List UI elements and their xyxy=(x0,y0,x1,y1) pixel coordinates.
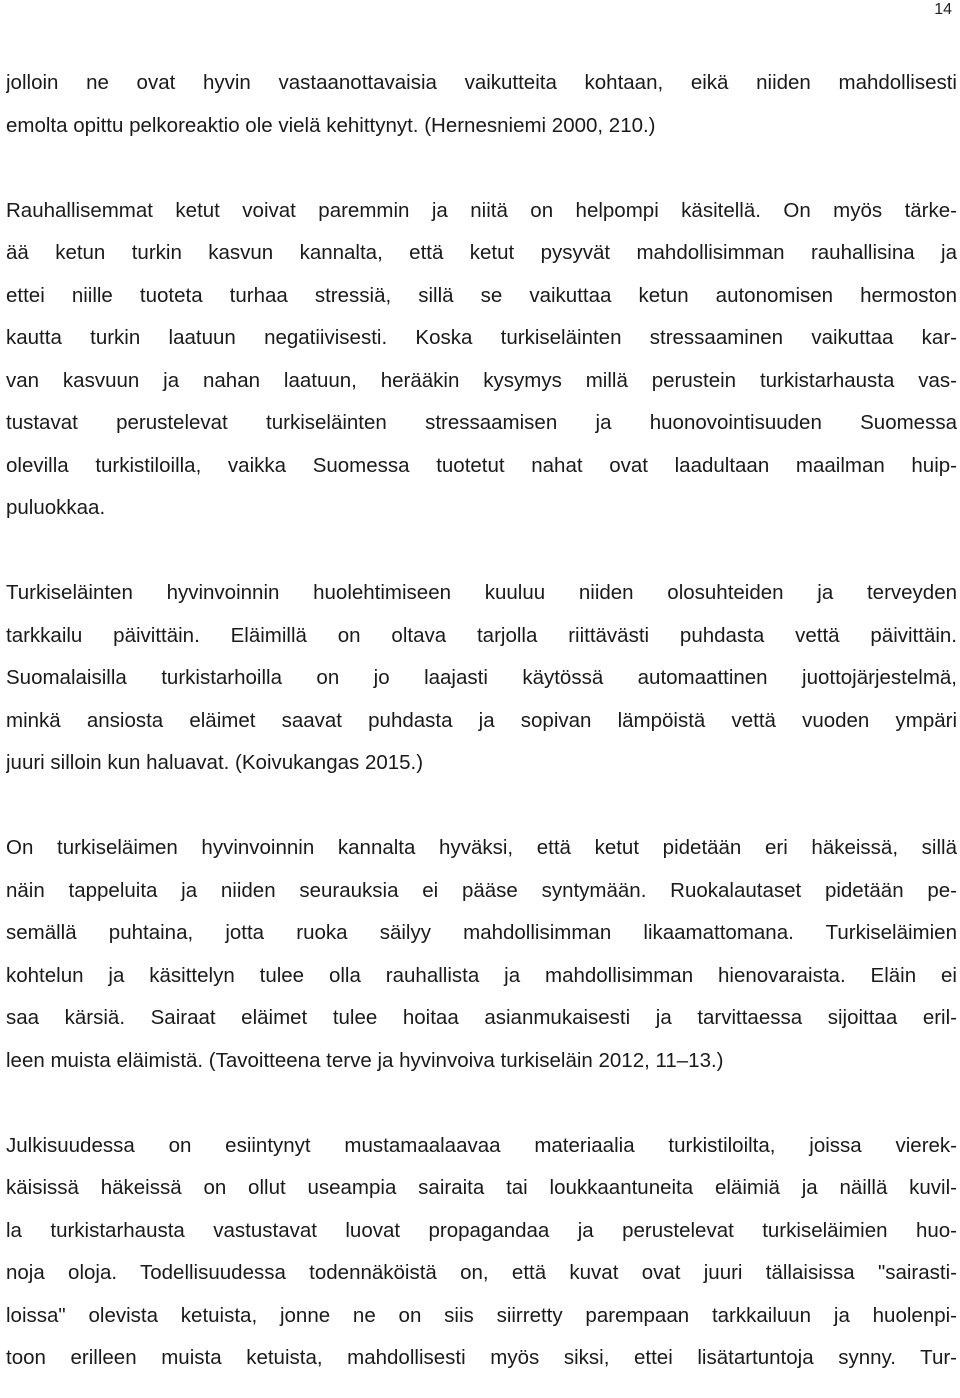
text-line: kohtelun ja käsittelyn tulee olla rauhallista ja mahdollisimman hienovaraista. Eläin ei xyxy=(6,963,957,987)
text-line: kautta turkin laatuun negatiivisesti. Koska turkiseläinten stressaaminen vaikuttaa kar- xyxy=(6,326,957,349)
text-line: olevilla turkistiloilla, vaikka Suomessa tuotetut nahat ovat laadultaan maailman huip- xyxy=(6,453,957,477)
text-line: loissa" olevista ketuista, jonne ne on siis siirretty parempaan tarkkailuun ja huolenpi- xyxy=(6,1303,957,1327)
text-line: näin tappeluita ja niiden seurauksia ei pääse syntymään. Ruokalautaset pidetään pe- xyxy=(6,878,957,902)
paragraph-3 xyxy=(6,572,957,785)
text-line: ettei niille tuoteta turhaa stressiä, sillä se vaikuttaa ketun autonomisen hermoston xyxy=(6,283,957,307)
text-line: ää ketun turkin kasvun kannalta, että ketut pysyvät mahdollisimman rauhallisina ja xyxy=(6,241,957,264)
paragraph-4 xyxy=(6,827,957,1082)
text-line: noja oloja. Todellisuudessa todennäköistä on, että kuvat ovat juuri tällaisissa "sairasti- xyxy=(6,1261,957,1284)
text-line: juuri silloin kun haluavat. (Koivukangas 2015.) xyxy=(6,751,424,774)
text-line: jolloin ne ovat hyvin vastaanottavaisia vaikutteita kohtaan, eikä niiden mahdollisesti xyxy=(6,71,957,94)
paragraph-gap xyxy=(6,1082,957,1125)
text-line: Rauhallisemmat ketut voivat paremmin ja niitä on helpompi käsitellä. On myös tärke- xyxy=(6,198,957,222)
text-line: Turkiseläinten hyvinvoinnin huolehtimiseen kuuluu niiden olosuhteiden ja terveyden xyxy=(6,581,957,604)
paragraph-gap xyxy=(6,147,957,190)
paragraph-gap xyxy=(6,530,957,573)
text-line: emolta opittu pelkoreaktio ole vielä kehittynyt. (Hernesniemi 2000, 210.) xyxy=(6,113,656,137)
text-line: Suomalaisilla turkistarhoilla on jo laajasti käytössä automaattinen juottojärjestelmä, xyxy=(6,666,957,689)
paragraph-5 xyxy=(6,1125,957,1380)
paragraph-2 xyxy=(6,190,957,530)
paragraph-gap xyxy=(6,785,957,828)
text-line: semällä puhtaina, jotta ruoka säilyy mahdollisimman likaamattomana. Turkiseläimien xyxy=(6,921,957,944)
paragraph-1 xyxy=(6,62,957,147)
text-line: saa kärsiä. Sairaat eläimet tulee hoitaa asianmukaisesti ja tarvittaessa sijoittaa eril- xyxy=(6,1006,957,1029)
text-line: käisissä häkeissä on ollut useampia sairaita tai loukkaantuneita eläimiä ja näillä kuvil- xyxy=(6,1176,957,1199)
text-line: leen muista eläimistä. (Tavoitteena terve ja hyvinvoiva turkiseläin 2012, 11–13.) xyxy=(6,1048,724,1072)
text-line: tarkkailu päivittäin. Eläimillä on oltava tarjolla riittävästi puhdasta vettä päivittäin. xyxy=(6,623,957,647)
document-body xyxy=(6,62,957,1380)
page-number: 14 xyxy=(934,1,952,18)
text-line: minkä ansiosta eläimet saavat puhdasta ja sopivan lämpöistä vettä vuoden ympäri xyxy=(6,708,957,732)
text-line: tustavat perustelevat turkiseläinten stressaamisen ja huonovointisuuden Suomessa xyxy=(6,411,957,434)
text-line: On turkiseläimen hyvinvoinnin kannalta hyväksi, että ketut pidetään eri häkeissä, sillä xyxy=(6,836,957,859)
text-line: Julkisuudessa on esiintynyt mustamaalaavaa materiaalia turkistiloilta, joissa vierek- xyxy=(6,1133,957,1157)
text-line: puluokkaa. xyxy=(6,496,106,519)
text-line: la turkistarhausta vastustavat luovat propagandaa ja perustelevat turkiseläimien huo- xyxy=(6,1218,957,1242)
text-line: van kasvuun ja nahan laatuun, herääkin kysymys millä perustein turkistarhausta vas- xyxy=(6,368,957,392)
text-line: toon erilleen muista ketuista, mahdollisesti myös siksi, ettei lisätartuntoja synny. Tur- xyxy=(6,1346,957,1369)
